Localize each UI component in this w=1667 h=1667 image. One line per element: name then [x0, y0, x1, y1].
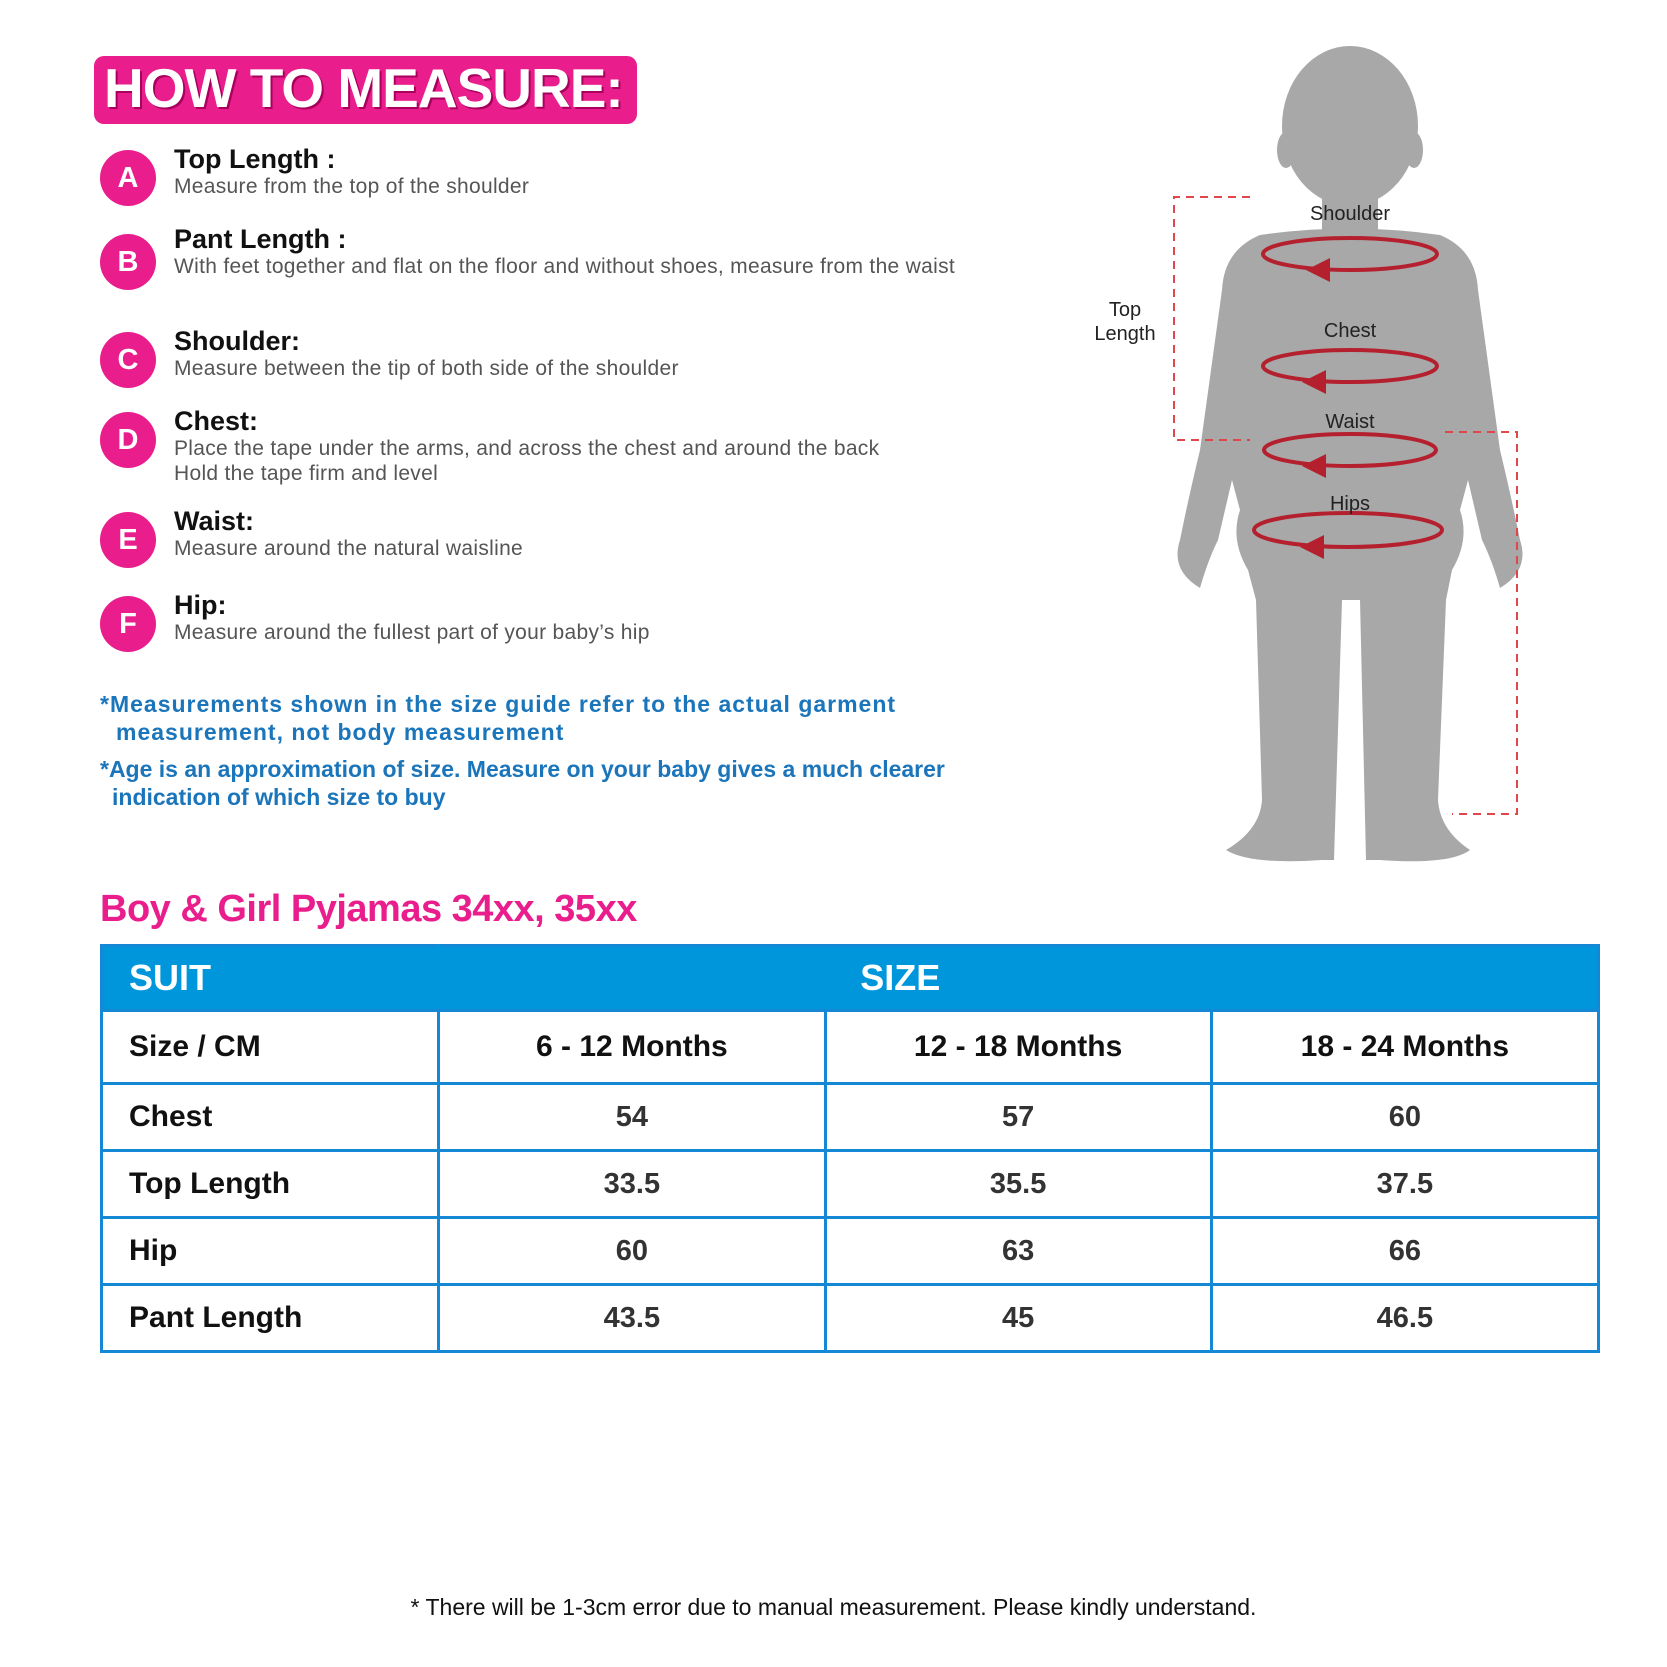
table-cell: 60 — [1211, 1084, 1598, 1151]
step-title: Pant Length : — [174, 224, 347, 254]
table-cell: 33.5 — [439, 1151, 825, 1218]
chest-label: Chest — [1323, 320, 1377, 342]
table-header-row — [102, 946, 1599, 1011]
step-description-line: Hold the tape firm and level — [174, 462, 439, 485]
table-cell: 63 — [825, 1218, 1211, 1285]
hips-label: Hips — [1329, 493, 1371, 515]
step-title: Hip: — [174, 590, 227, 620]
column-header: 6 - 12 Months — [439, 1011, 825, 1084]
step-waist — [100, 506, 1000, 572]
step-letter-badge: D — [100, 412, 156, 468]
step-title: Shoulder: — [174, 326, 300, 356]
step-letter-badge: E — [100, 512, 156, 568]
step-letter-badge: F — [100, 596, 156, 652]
suit-header: SUIT — [102, 946, 439, 1011]
table-cell: 46.5 — [1211, 1285, 1598, 1352]
column-header: 12 - 18 Months — [825, 1011, 1211, 1084]
note-line: *Measurements shown in the size guide refer to the actual garment — [100, 691, 897, 717]
table-cell: 35.5 — [825, 1151, 1211, 1218]
step-description-line: Place the tape under the arms, and across the chest and around the back — [174, 437, 880, 460]
table-row — [102, 1285, 1599, 1352]
child-silhouette-icon — [1178, 46, 1523, 861]
shoulder-label: Shoulder — [1309, 203, 1391, 225]
table-row — [102, 1084, 1599, 1151]
child-measurement-figure — [1060, 40, 1580, 880]
table-cell: 57 — [825, 1084, 1211, 1151]
table-cell: 37.5 — [1211, 1151, 1598, 1218]
page-title: HOW TO MEASURE: — [94, 56, 637, 124]
row-label: Chest — [102, 1084, 439, 1151]
step-chest — [100, 406, 1000, 492]
step-title: Chest: — [174, 406, 259, 436]
step-pant-length — [100, 224, 1000, 310]
table-cell: 45 — [825, 1285, 1211, 1352]
corner-label: Size / CM — [102, 1011, 439, 1084]
row-label: Top Length — [102, 1151, 439, 1218]
step-hip — [100, 590, 1000, 656]
table-cell: 60 — [439, 1218, 825, 1285]
step-letter-badge: A — [100, 150, 156, 206]
measurement-error-footnote: * There will be 1-3cm error due to manual measurement. Please kindly understand. — [410, 1594, 1257, 1620]
size-column-row — [102, 1011, 1599, 1084]
step-top-length — [100, 144, 1000, 210]
table-row — [102, 1218, 1599, 1285]
table-cell: 66 — [1211, 1218, 1598, 1285]
step-letter-badge: B — [100, 234, 156, 290]
table-row — [102, 1151, 1599, 1218]
step-description: Measure between the tip of both side of the shoulder — [174, 357, 679, 380]
step-description: Measure from the top of the shoulder — [174, 175, 530, 198]
step-description: Measure around the natural waisline — [174, 537, 524, 560]
row-label: Pant Length — [102, 1285, 439, 1352]
size-header: SIZE — [439, 946, 1599, 1011]
garment-measurement-note — [100, 690, 1060, 746]
size-table-title: Boy & Girl Pyjamas 34xx, 35xx — [100, 888, 637, 930]
top-length-label: Length — [1094, 323, 1156, 345]
table-cell: 43.5 — [439, 1285, 825, 1352]
top-length-label: Top — [1108, 299, 1142, 321]
waist-label: Waist — [1325, 411, 1375, 433]
step-shoulder — [100, 326, 1000, 392]
table-cell: 54 — [439, 1084, 825, 1151]
step-description — [174, 436, 994, 486]
note-line: measurement, not body measurement — [116, 719, 565, 745]
step-title: Waist: — [174, 506, 254, 536]
size-chart-table — [100, 944, 1600, 1353]
note-line: indication of which size to buy — [112, 784, 446, 810]
note-line: *Age is an approximation of size. Measure on your baby gives a much clearer — [100, 756, 945, 782]
step-description: Measure around the fullest part of your baby’s hip — [174, 621, 650, 644]
row-label: Hip — [102, 1218, 439, 1285]
column-header: 18 - 24 Months — [1211, 1011, 1598, 1084]
step-title: Top Length : — [174, 144, 336, 174]
step-description: With feet together and flat on the floor and without shoes, measure from the waist — [174, 255, 956, 278]
age-approximation-note — [100, 755, 1060, 811]
step-letter-badge: C — [100, 332, 156, 388]
